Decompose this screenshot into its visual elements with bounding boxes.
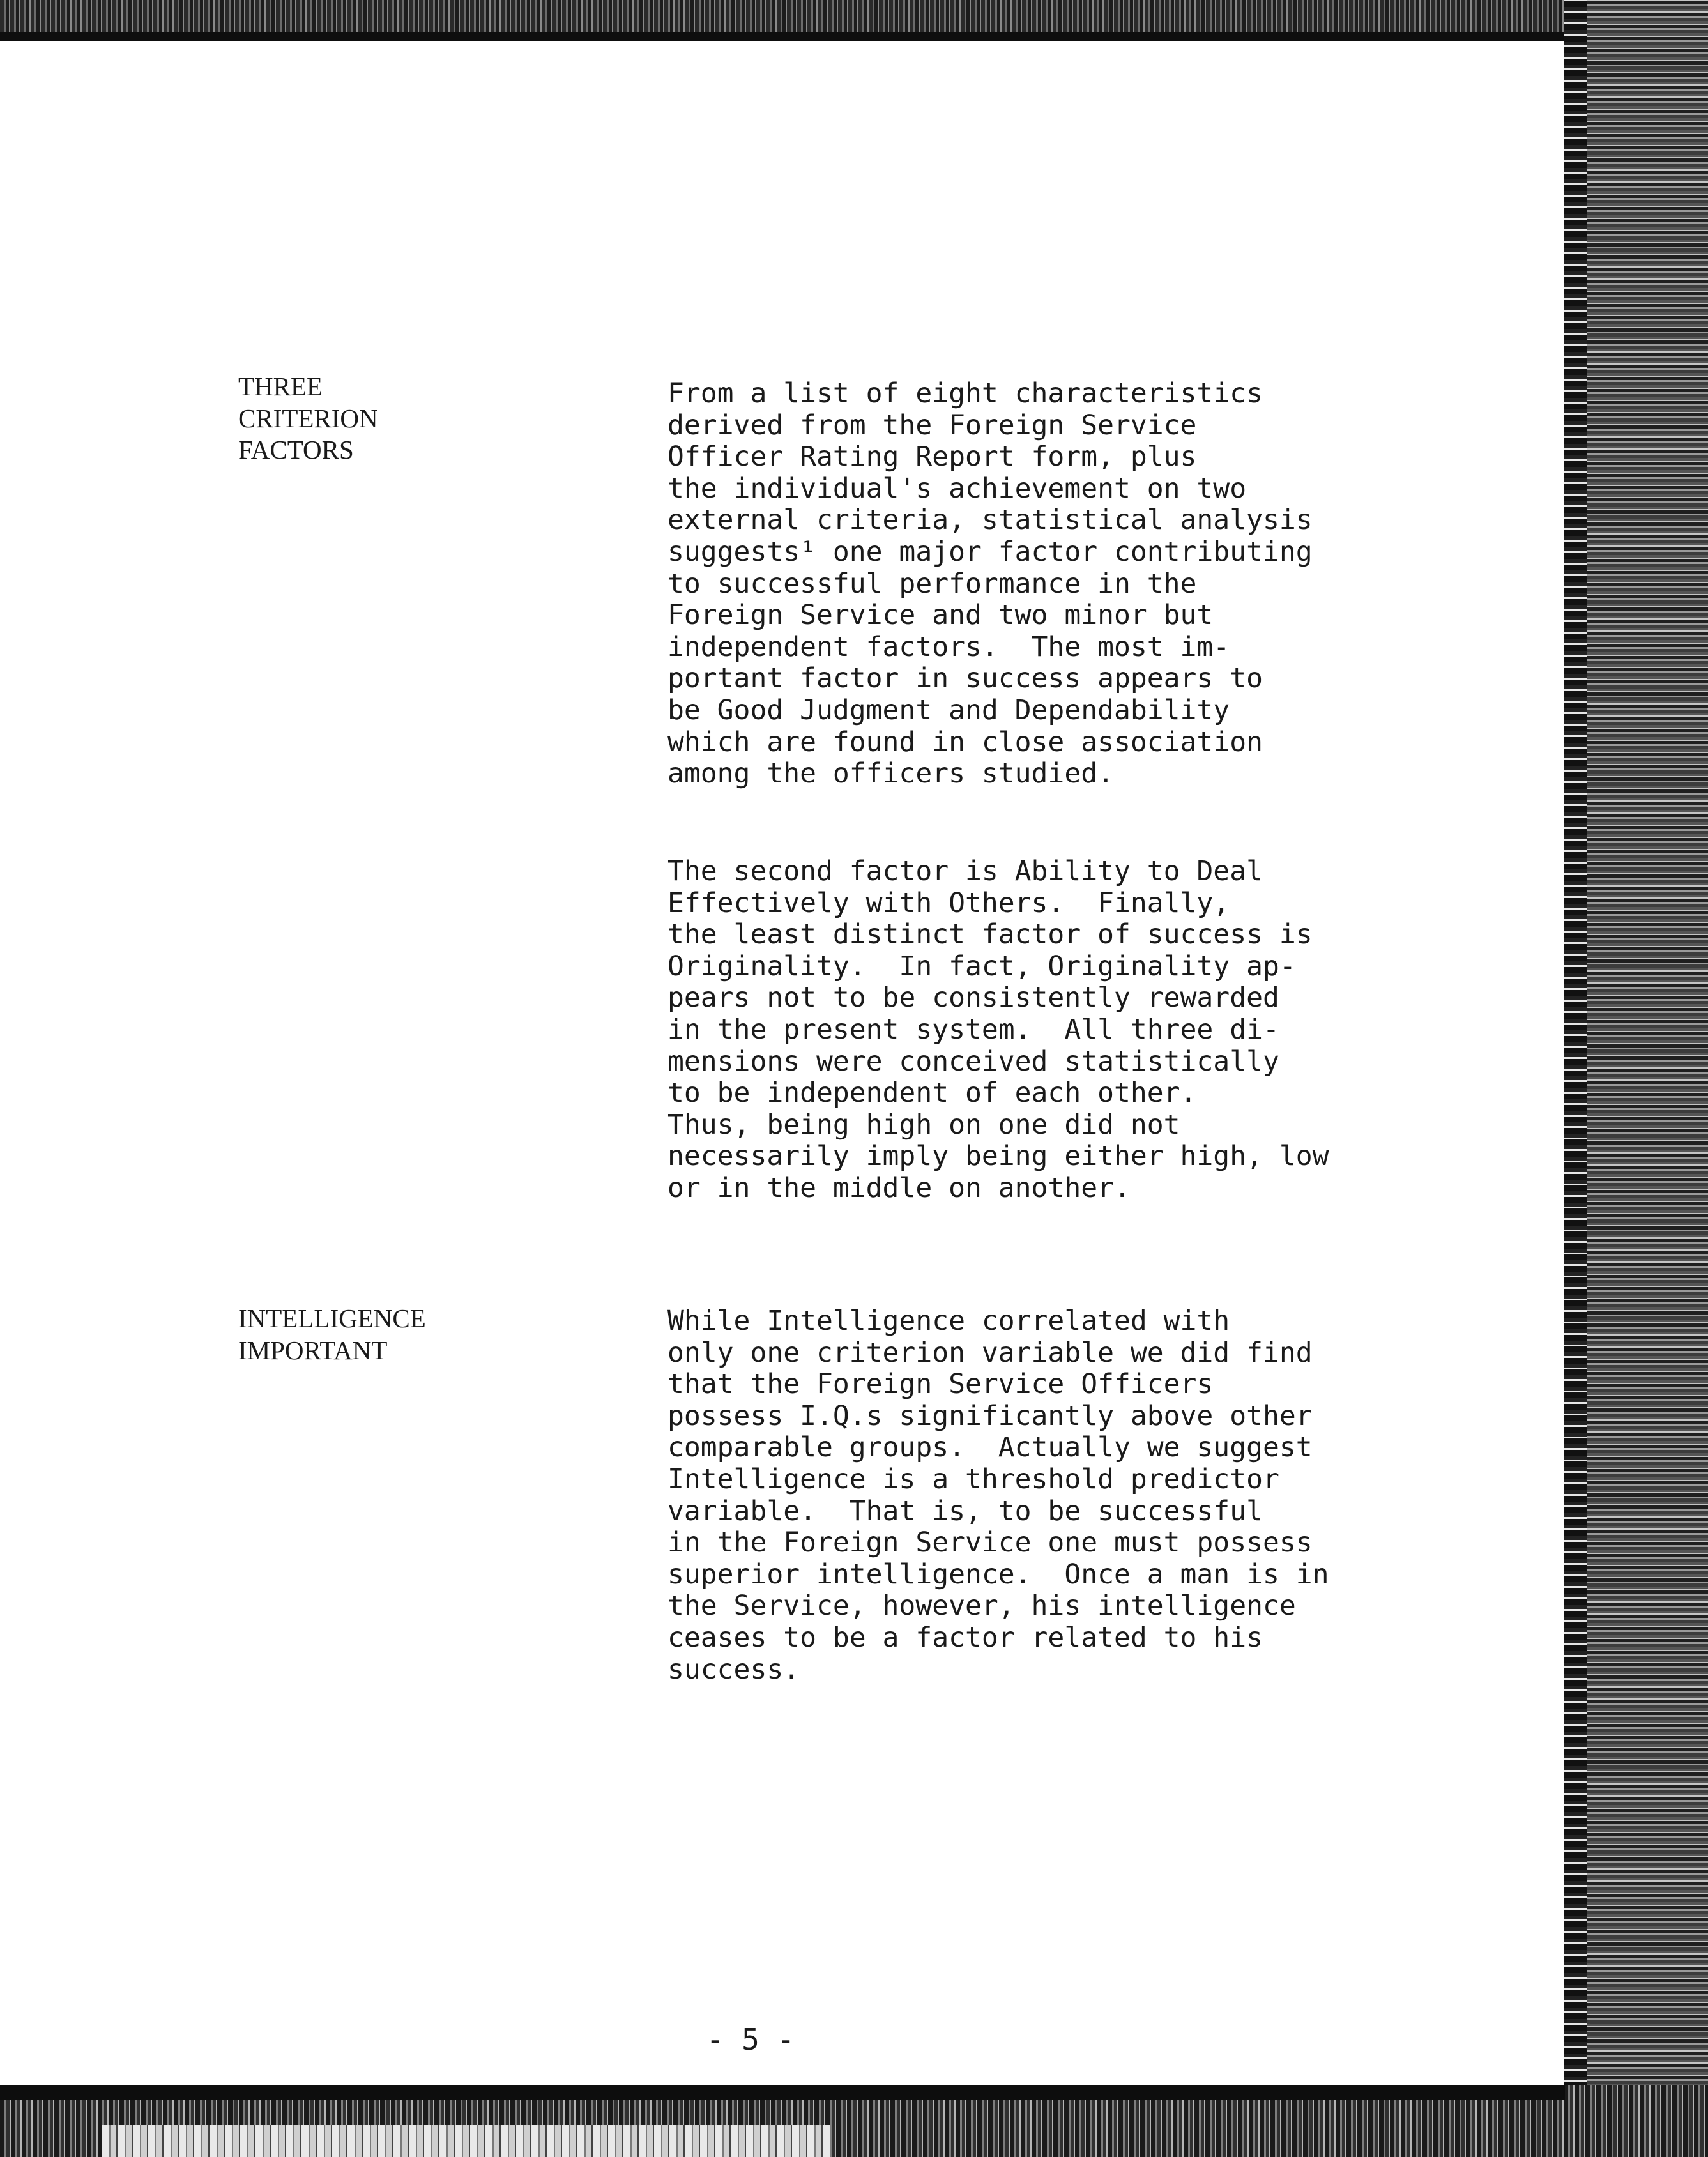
paragraph-second-factor: The second factor is Ability to Deal Effectively with Others. Finally, the least distinct factor of success is Originality. In fact, Originality ap- pears not to be consistently rewarded in the present system. All three di- mensions were conceived statistically to be independent of each other. Thus, being high on one did not necessarily imply being either high, low or in the middle on another. xyxy=(667,855,1329,1204)
heading-line: THREE xyxy=(238,372,323,401)
scan-edge-bottom-shadow xyxy=(0,2085,1565,2100)
heading-line: CRITERION xyxy=(238,403,378,433)
heading-line: FACTORS xyxy=(238,435,354,465)
heading-line: INTELLIGENCE xyxy=(238,1304,426,1333)
scan-edge-top-shadow xyxy=(0,32,1597,41)
paragraph-criterion-factors: From a list of eight characteristics derived from the Foreign Service Officer Rating Report form, plus the individual's achievement on two external criteria, statistical analysis suggests¹ one major factor contributing to successful performance in the Foreign Service and two minor but independent factors. The most im- portant factor in success appears to be Good Judgment and Dependability which are found in close association among the officers studied. xyxy=(667,377,1313,790)
section-heading-three-criterion-factors xyxy=(238,371,378,466)
heading-line: IMPORTANT xyxy=(238,1335,388,1365)
scan-edge-right xyxy=(1587,0,1708,2157)
page-number: - 5 - xyxy=(706,2022,795,2057)
scan-edge-right-band xyxy=(1564,0,1587,2157)
section-heading-intelligence-important xyxy=(238,1303,426,1366)
paragraph-intelligence: While Intelligence correlated with only one criterion variable we did find that the Foreign Service Officers possess I.Q.s significantly above other comparable groups. Actually we suggest Intelligence is a threshold predictor variable. That is, to be successful in the Foreign Service one must possess superior intelligence. Once a man is in the Service, however, his intelligence ceases to be a factor related to his success. xyxy=(667,1305,1329,1686)
scan-edge-bottom-light xyxy=(102,2125,830,2157)
